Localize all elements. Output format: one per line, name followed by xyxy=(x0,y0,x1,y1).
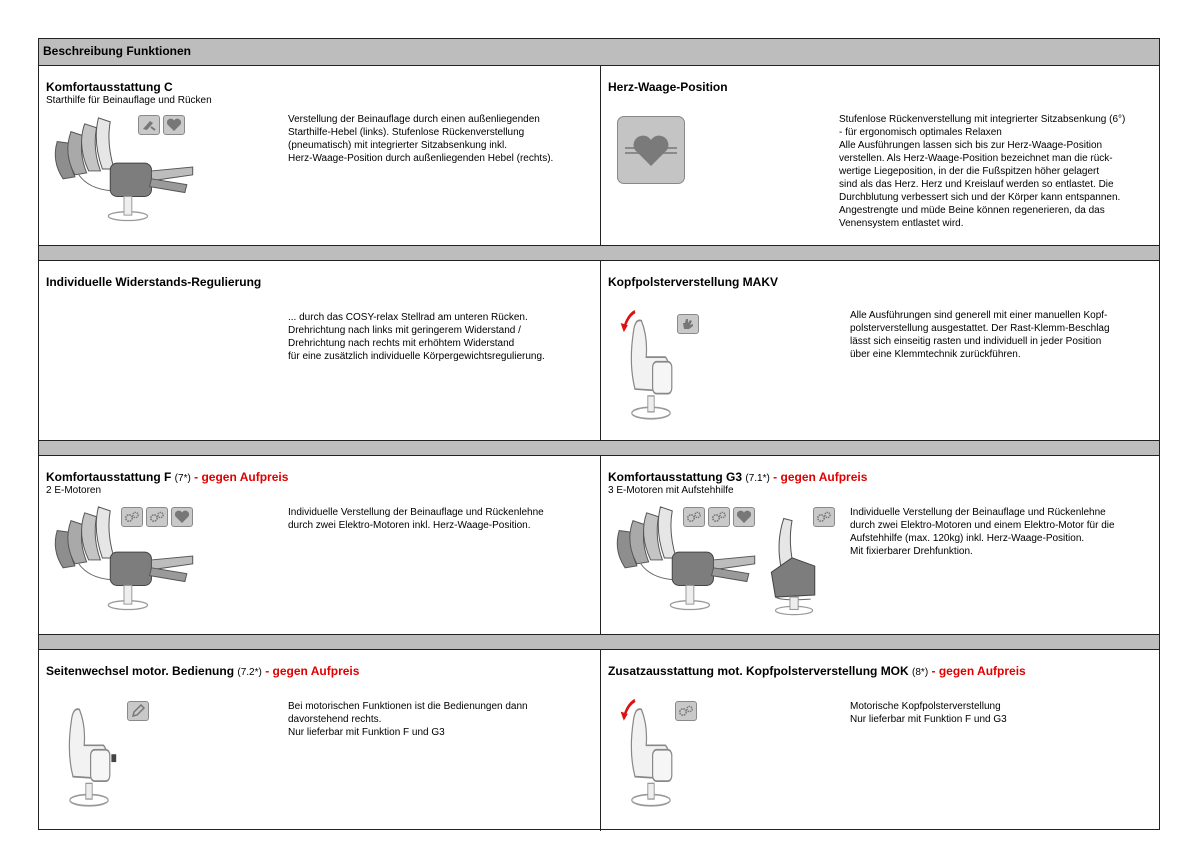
price-note: - gegen Aufpreis xyxy=(265,664,360,678)
feature-seitenwechsel xyxy=(39,650,600,831)
sheet-title: Beschreibung Funktionen xyxy=(43,44,192,58)
heart-scale-icon xyxy=(617,116,685,184)
feature-description: ... durch das COSY-relax Stellrad am unteren Rücken. Drehrichtung nach links mit geringerem Widerstand / Drehrichtung nach rechts mit erhöhtem Widerstand für eine zusätzlich individuelle Körpergewichtsregulierung. xyxy=(288,312,545,362)
feature-herz-waage xyxy=(601,66,1161,245)
feature-description: Bei motorischen Funktionen ist die Bedienungen dann davorstehend rechts. Nur lieferbar mit Funktion F und G3 xyxy=(288,701,528,738)
feature-title: Seitenwechsel motor. Bedienung (7.2*) - gegen Aufpreis xyxy=(46,664,360,678)
header-band xyxy=(39,39,1159,66)
chair-control-illustration xyxy=(49,696,129,808)
feature-description: Stufenlose Rückenverstellung mit integrierter Sitzabsenkung (6°) - für ergonomisch optimales Relaxen Alle Ausführungen lassen sich bis zur Herz-Waage-Position verstellen. Als Herz-Waage-Position bezeichnet man die rück- wertige Liegeposition, in der die Fußspitzen höher gelagert sind als das Herz. Herz und Kreislauf werden so entlastet. Die Durchblutung verbessert sich und der Körper kann entspannen. Angestrengte und müde Beine können regenerieren, da das Venensystem entlastet wird. xyxy=(839,114,1126,229)
feature-subtitle: Starthilfe für Beinauflage und Rücken xyxy=(46,95,212,106)
feature-description: Individuelle Verstellung der Beinauflage und Rückenlehne durch zwei Elektro-Motoren und einem Elektro-Motor für die Aufstehhilfe (max. 120kg) inkl. Herz-Waage-Position. Mit fixierbarer Drehfunktion. xyxy=(850,507,1115,557)
feature-mok xyxy=(601,650,1161,831)
feature-title: Herz-Waage-Position xyxy=(608,80,728,94)
heart-icon xyxy=(171,507,193,527)
feature-title: Komfortausstattung F (7*) - gegen Aufpreis xyxy=(46,470,289,484)
function-sheet xyxy=(38,38,1160,830)
separator-band xyxy=(39,634,1159,650)
heart-icon xyxy=(733,507,755,527)
feature-makv xyxy=(601,261,1161,440)
feature-title: Zusatzausstattung mot. Kopfpolsterverstellung MOK (8*) - gegen Aufpreis xyxy=(608,664,1026,678)
feature-komfort-f xyxy=(39,456,600,634)
lever-icon xyxy=(138,115,160,135)
feature-description: Alle Ausführungen sind generell mit einer manuellen Kopf- polsterverstellung ausgestattet. Der Rast-Klemm-Beschlag lässt sich einseitig rasten und individuell in jeder Position über eine Klemmtechnik zurückführen. xyxy=(850,310,1110,360)
feature-title: Kopfpolsterverstellung MAKV xyxy=(608,275,779,289)
feature-komfort-g3 xyxy=(601,456,1161,634)
feature-title: Komfortausstattung C xyxy=(46,80,173,94)
hand-icon xyxy=(677,314,699,334)
price-note: - gegen Aufpreis xyxy=(773,470,868,484)
feature-description: Individuelle Verstellung der Beinauflage und Rückenlehne durch zwei Elektro-Motoren inkl. Herz-Waage-Position. xyxy=(288,507,544,531)
gears-icon xyxy=(813,507,835,527)
gears-icon xyxy=(121,507,143,527)
feature-subtitle: 2 E-Motoren xyxy=(46,485,102,496)
feature-title: Individuelle Widerstands-Regulierung xyxy=(46,275,262,289)
feature-subtitle: 3 E-Motoren mit Aufstehhilfe xyxy=(608,485,734,496)
price-note: - gegen Aufpreis xyxy=(194,470,289,484)
feature-description: Motorische Kopfpolsterverstellung Nur lieferbar mit Funktion F und G3 xyxy=(850,701,1007,725)
price-note: - gegen Aufpreis xyxy=(931,664,1026,678)
lift-chair-illustration xyxy=(761,512,823,616)
feature-description: Verstellung der Beinauflage durch einen außenliegenden Starthilfe-Hebel (links). Stufenlose Rückenverstellung (pneumatisch) mit integrierter Sitzabsenkung inkl. Herz-Waage-Position durch außenliegenden Hebel (rechts). xyxy=(288,114,554,164)
separator-band xyxy=(39,245,1159,261)
feature-widerstand xyxy=(39,261,600,440)
feature-komfort-c xyxy=(39,66,600,245)
gears-icon xyxy=(708,507,730,527)
gears-icon xyxy=(683,507,705,527)
feature-title: Komfortausstattung G3 (7.1*) - gegen Aufpreis xyxy=(608,470,868,484)
separator-band xyxy=(39,440,1159,456)
heart-icon xyxy=(163,115,185,135)
gears-icon xyxy=(675,701,697,721)
switch-icon xyxy=(127,701,149,721)
gears-icon xyxy=(146,507,168,527)
